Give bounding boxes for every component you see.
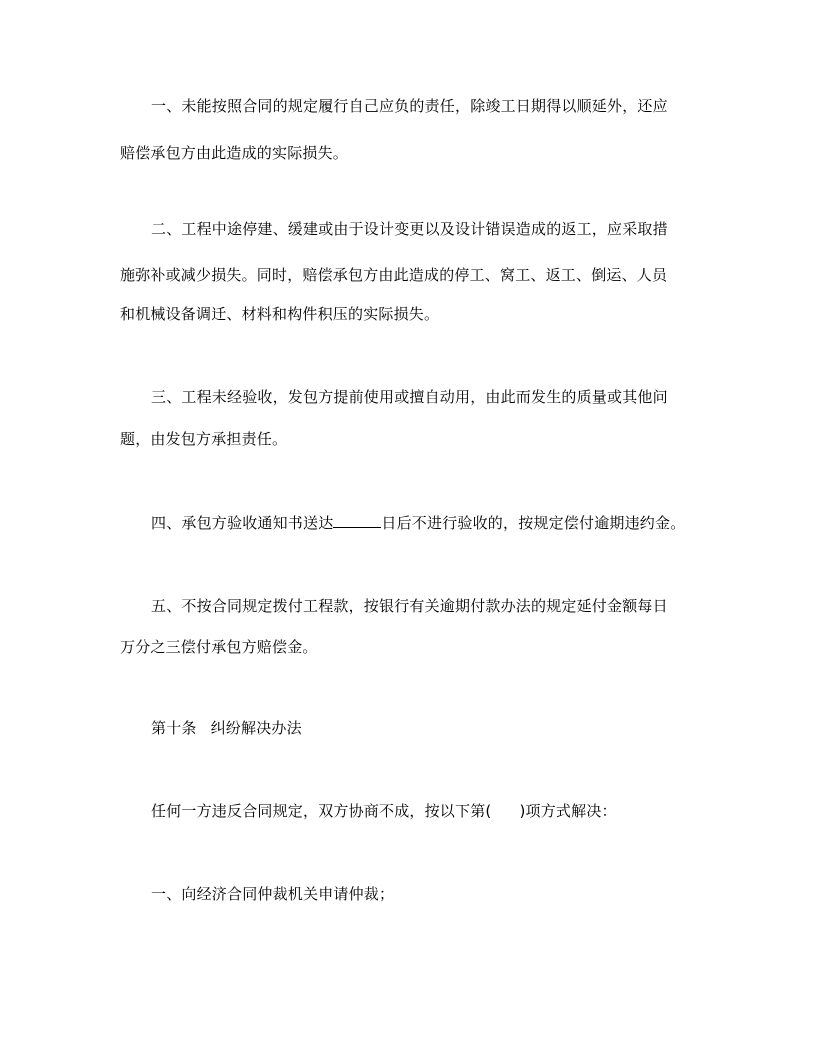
clause-2-line-1: 二、工程中途停建、缓建或由于设计变更以及设计错误造成的返工，应采取措 — [151, 220, 668, 238]
clause-5-line-1: 五、不按合同规定拨付工程款，按银行有关逾期付款办法的规定延付金额每日 — [151, 597, 668, 615]
clause-3-line-1: 三、工程未经验收，发包方提前使用或擅自动用，由此而发生的质量或其他问 — [151, 388, 668, 406]
clause-4-text-after: 日后不进行验收的，按规定偿付逾期违约金。 — [381, 514, 686, 532]
clause-3-line-2: 题，由发包方承担责任。 — [120, 430, 288, 448]
clause-5-line-2: 万分之三偿付承包方赔偿金。 — [120, 638, 318, 656]
days-blank-field — [333, 512, 381, 528]
article-10-number: 第十条 — [151, 719, 197, 737]
clause-2-line-2: 施弥补或减少损失。同时，赔偿承包方由此造成的停工、窝工、返工、倒运、人员 — [120, 266, 668, 284]
clause-1-line-2: 赔偿承包方由此造成的实际损失。 — [120, 144, 349, 162]
clause-2-line-3: 和机械设备调迁、材料和构件积压的实际损失。 — [120, 305, 440, 323]
dispute-resolution-line — [151, 801, 617, 821]
dispute-text-before: 任何一方违反合同规定，双方协商不成，按以下第( — [151, 802, 492, 820]
option-1-line: 一、向经济合同仲裁机关申请仲裁； — [151, 885, 395, 903]
clause-1-line-1: 一、未能按照合同的规定履行自己应负的责任，除竣工日期得以顺延外，还应 — [151, 97, 668, 115]
clause-4-text-before: 四、承包方验收通知书送达 — [151, 514, 334, 532]
article-10-title: 纠纷解决办法 — [210, 719, 302, 737]
article-10-heading — [151, 718, 302, 738]
clause-4-line — [151, 512, 685, 533]
dispute-text-after: )项方式解决： — [519, 802, 617, 820]
